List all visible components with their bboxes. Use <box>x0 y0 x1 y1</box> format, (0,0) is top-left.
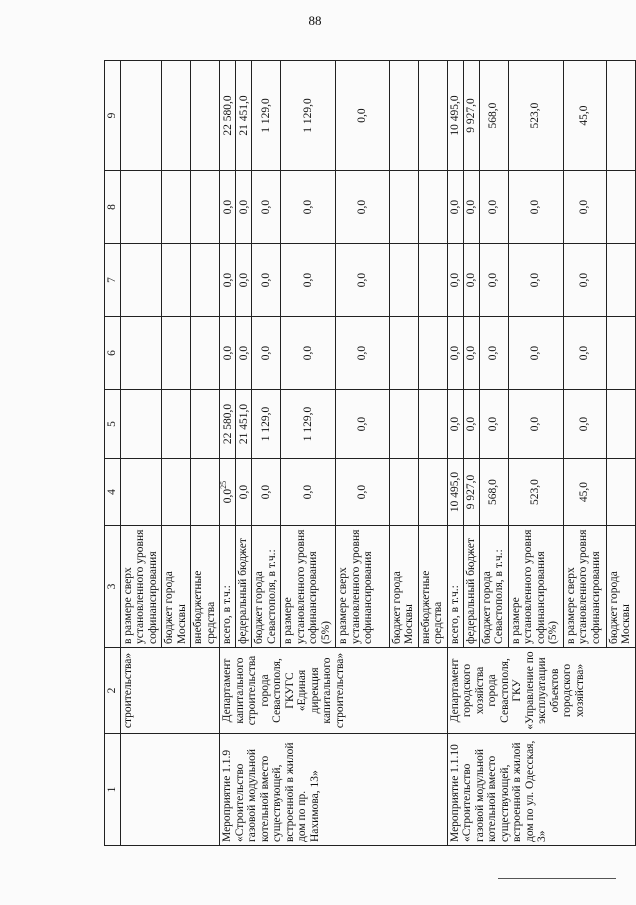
bottom-divider <box>498 878 616 879</box>
source-label: в размере установленного уровня софинансирования (5%) <box>281 526 336 648</box>
value-cell: 0,0 <box>463 171 479 244</box>
value-cell: 0,0 <box>447 390 463 459</box>
value-cell: 0,0 <box>336 317 390 390</box>
value-cell <box>389 459 418 526</box>
value-cell: 568,0 <box>479 459 508 526</box>
value-cell: 0,0 <box>336 171 390 244</box>
value-cell: 568,0 <box>479 61 508 171</box>
header-cell: 6 <box>105 317 121 390</box>
value-cell: 22 580,0 <box>220 390 236 459</box>
table-row <box>447 61 463 846</box>
value-cell: 0,0 <box>508 244 563 317</box>
value-cell <box>120 390 162 459</box>
value-cell <box>606 390 635 459</box>
value-cell <box>606 244 635 317</box>
value-cell <box>389 61 418 171</box>
value-cell: 0,0 <box>447 171 463 244</box>
value-cell: 0,0 <box>220 244 236 317</box>
executor-cell: Департамент капитального строительства города Севастополя, ГКУГС «Единая дирекция капитального строительства» <box>220 648 447 734</box>
value-cell: 9 927,0 <box>463 61 479 171</box>
source-label: всего, в т.ч.: <box>220 526 236 648</box>
value-cell <box>191 390 220 459</box>
value-cell: 0,0 <box>252 459 281 526</box>
value-cell: 0,0 <box>252 244 281 317</box>
source-label: в размере установленного уровня софинансирования (5%) <box>508 526 563 648</box>
value-cell <box>418 61 447 171</box>
value-cell: 0,0 <box>336 244 390 317</box>
value-cell: 1 129,0 <box>281 61 336 171</box>
value-cell: 0,0 <box>447 317 463 390</box>
header-cell: 9 <box>105 61 121 171</box>
value-cell: 0,0 <box>479 244 508 317</box>
value-cell: 0,0 <box>563 390 606 459</box>
value-cell: 0,0 <box>281 459 336 526</box>
executor-cell: Департамент городского хозяйства города Севастополя, ГКУ «Управление по эксплуатации объектов городского хозяйства» <box>447 648 635 734</box>
value-cell <box>162 390 191 459</box>
source-label: бюджет города Москвы <box>606 526 635 648</box>
source-label: в размере сверх установленного уровня софинансирования <box>563 526 606 648</box>
value-cell: 0,0 <box>236 459 252 526</box>
value-cell <box>418 244 447 317</box>
value-cell: 0,0 <box>252 317 281 390</box>
value-cell <box>606 61 635 171</box>
value-cell: 0,0 <box>220 317 236 390</box>
value-cell <box>191 244 220 317</box>
value-cell: 0,0 <box>236 317 252 390</box>
page-number: 88 <box>308 13 322 28</box>
value-cell: 21 451,0 <box>236 390 252 459</box>
value-cell: 0,0 <box>281 244 336 317</box>
financing-table <box>104 60 636 846</box>
value-cell: 0,0 <box>336 459 390 526</box>
value-cell <box>162 459 191 526</box>
executor-cont-cell: строительства» <box>120 648 220 734</box>
value-cell: 0,0 <box>479 390 508 459</box>
value-cell <box>606 171 635 244</box>
value-cell: 0,0 <box>508 317 563 390</box>
header-cell: 4 <box>105 459 121 526</box>
value-cell: 0,0 <box>281 317 336 390</box>
empty-cell <box>120 734 220 846</box>
value-cell <box>418 459 447 526</box>
value-cell <box>162 171 191 244</box>
header-cell: 3 <box>105 526 121 648</box>
table-row <box>220 61 236 846</box>
value-cell: 1 129,0 <box>252 390 281 459</box>
value-cell <box>606 459 635 526</box>
source-label: федеральный бюджет <box>463 526 479 648</box>
value-cell <box>418 390 447 459</box>
value-cell: 0,0 <box>236 171 252 244</box>
header-cell: 7 <box>105 244 121 317</box>
value-cell: 0,0 <box>479 171 508 244</box>
value-cell <box>120 459 162 526</box>
value-cell: 0,0 <box>563 244 606 317</box>
value-cell: 21 451,0 <box>236 61 252 171</box>
source-label: в размере сверх установленного уровня софинансирования <box>336 526 390 648</box>
source-label: бюджет города Москвы <box>389 526 418 648</box>
header-cell: 5 <box>105 390 121 459</box>
value-cell <box>389 390 418 459</box>
value-cell: 0,0 <box>252 171 281 244</box>
value-cell <box>191 61 220 171</box>
value-cell: 0,0 <box>508 171 563 244</box>
value-cell <box>162 61 191 171</box>
value-cell: 0,0 <box>336 390 390 459</box>
table-row <box>120 61 162 846</box>
source-label: внебюджетные средства <box>418 526 447 648</box>
source-label: всего, в т.ч.: <box>447 526 463 648</box>
value-cell: 0,0 <box>336 61 390 171</box>
value-cell <box>191 317 220 390</box>
value-cell: $0,0^{25}$ <box>220 459 236 526</box>
value-cell: 10 495,0 <box>447 459 463 526</box>
source-label: в размере сверх установленного уровня софинансирования <box>120 526 162 648</box>
value-cell: 0,0 <box>463 317 479 390</box>
value-cell <box>162 317 191 390</box>
footnote-ref: 25 <box>218 480 228 489</box>
source-label: бюджет города Севастополя, в т.ч.: <box>479 526 508 648</box>
value-cell: 10 495,0 <box>447 61 463 171</box>
measure-name-cell: Мероприятие 1.1.10 «Строительство газовой модульной котельной вместо существующей, встроенной в жилой дом по ул. Одесская, 3» <box>447 734 635 846</box>
value-cell <box>120 244 162 317</box>
value-cell: 0,0 <box>281 171 336 244</box>
value-cell <box>389 171 418 244</box>
header-cell: 8 <box>105 171 121 244</box>
value-cell <box>191 459 220 526</box>
value-cell <box>191 171 220 244</box>
value-cell <box>418 317 447 390</box>
value-cell <box>162 244 191 317</box>
value-cell: 523,0 <box>508 61 563 171</box>
value-cell <box>389 317 418 390</box>
value-cell <box>120 61 162 171</box>
header-row <box>105 61 121 846</box>
value-cell: 0,0 <box>220 171 236 244</box>
source-label: внебюджетные средства <box>191 526 220 648</box>
value-cell: 0,0 <box>236 244 252 317</box>
value-cell: 523,0 <box>508 459 563 526</box>
value-cell: 0,0 <box>463 390 479 459</box>
value-cell: 0,0 <box>447 244 463 317</box>
value-cell: 0,0 <box>563 317 606 390</box>
value-cell: 0,0 <box>563 171 606 244</box>
value-cell: 1 129,0 <box>252 61 281 171</box>
rotated-table-container <box>104 61 636 846</box>
source-label: бюджет города Москвы <box>162 526 191 648</box>
measure-name-cell: Мероприятие 1.1.9 «Строительство газовой модульной котельной вместо существующей, встроенной в жилой дом по пр. Нахимова, 13» <box>220 734 447 846</box>
value-cell: 0,0 <box>508 390 563 459</box>
source-label: бюджет города Севастополя, в т.ч.: <box>252 526 281 648</box>
value-cell: 1 129,0 <box>281 390 336 459</box>
value-cell: 22 580,0 <box>220 61 236 171</box>
value-cell <box>389 244 418 317</box>
header-cell: 1 <box>105 734 121 846</box>
value-cell: 45,0 <box>563 459 606 526</box>
value-cell <box>418 171 447 244</box>
value-cell <box>606 317 635 390</box>
value-cell: 0,0 <box>479 317 508 390</box>
value-cell: 0,0 <box>463 244 479 317</box>
value-cell: 9 927,0 <box>463 459 479 526</box>
header-cell: 2 <box>105 648 121 734</box>
value-cell: 45,0 <box>563 61 606 171</box>
value-cell <box>120 171 162 244</box>
source-label: федеральный бюджет <box>236 526 252 648</box>
value-cell <box>120 317 162 390</box>
